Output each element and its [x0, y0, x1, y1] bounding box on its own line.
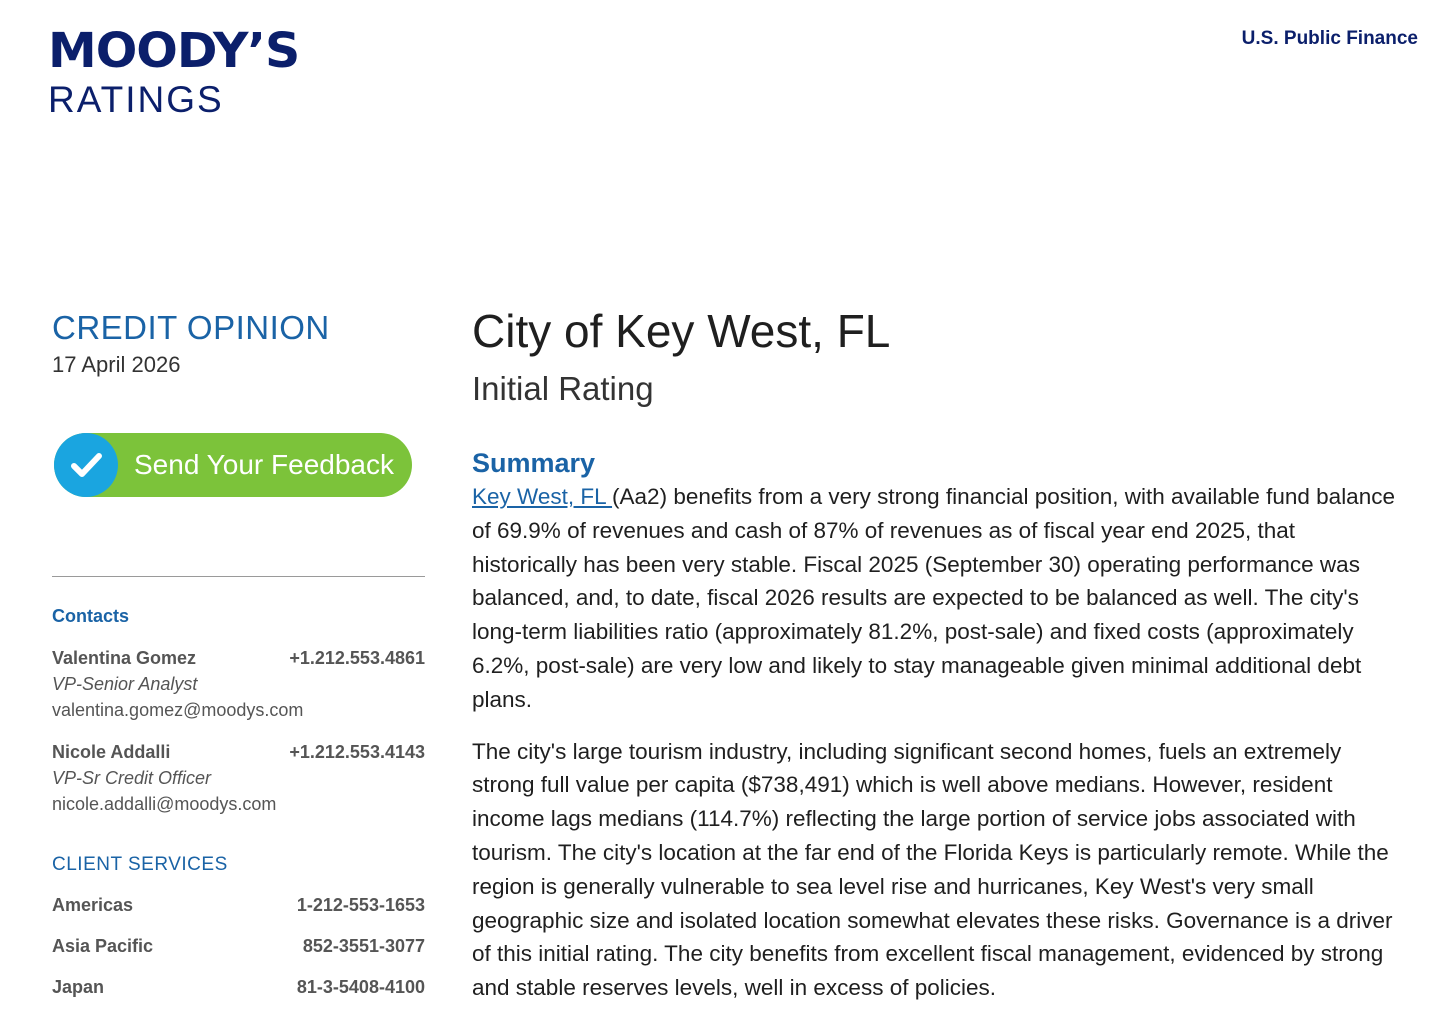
checkmark-icon	[54, 433, 118, 497]
contacts-section	[52, 606, 425, 817]
contact-email[interactable]: valentina.gomez@moodys.com	[52, 700, 304, 720]
client-service-row	[52, 935, 425, 958]
contact-name: Nicole Addalli	[52, 742, 171, 762]
page-title: City of Key West, FL	[472, 305, 891, 357]
client-service-row	[52, 894, 425, 917]
service-phone[interactable]: 852-3551-3077	[302, 936, 425, 956]
client-services-section	[52, 854, 425, 999]
logo-wordmark: MOODY’S	[48, 23, 300, 79]
summary-paragraph	[472, 480, 1402, 717]
send-feedback-button[interactable]	[54, 433, 412, 497]
service-phone[interactable]: 81-3-5408-4100	[296, 977, 425, 997]
summary-paragraph-text: (Aa2) benefits from a very strong financial position, with available fund balance of 69.9% of revenues and cash of 87% of revenues as of fiscal year end 2025, that historically has been very stable. Fiscal 2025 (September 30) operating performance was balanced, and, to date, fiscal 2026 results are expected to be balanced as well. The city's long-term liabilities ratio (approximately 81.2%, post-sale) and fixed costs (approximately 6.2%, post-sale) are very low and likely to stay manageable given minimal additional debt plans.	[472, 484, 1395, 712]
contact-phone[interactable]: +1.212.553.4861	[289, 648, 425, 668]
contact-name: Valentina Gomez	[52, 648, 197, 668]
document-category: U.S. Public Finance	[1241, 28, 1418, 49]
service-region: Americas	[52, 895, 134, 915]
contact-title: VP-Senior Analyst	[52, 674, 198, 694]
sidebar-divider	[52, 576, 425, 577]
logo-subtitle: RATINGS	[48, 79, 224, 120]
summary-paragraph: The city's large tourism industry, including significant second homes, fuels an extremely strong full value per capita ($738,491) which is well above medians. However, resident income lags medians (114.7%) reflecting the large portion of service jobs associated with tourism. The city's location at the far end of the Florida Keys is particularly remote. While the region is generally vulnerable to sea level rise and hurricanes, Key West's very small geographic size and isolated location somewhat elevates these risks. Governance is a driver of this initial rating. The city benefits from excellent fiscal management, evidenced by strong and stable reserves levels, well in excess of policies.	[472, 738, 1393, 1001]
issuer-link[interactable]: Key West, FL	[472, 484, 613, 509]
moodys-ratings-logo[interactable]	[48, 23, 300, 120]
contact-title: VP-Sr Credit Officer	[52, 768, 212, 788]
publication-date: 17 April 2026	[52, 352, 181, 377]
contacts-heading: Contacts	[52, 606, 130, 626]
client-service-row	[52, 976, 425, 999]
contact-email[interactable]: nicole.addalli@moodys.com	[52, 794, 277, 814]
contact-card	[52, 645, 425, 723]
contact-card	[52, 739, 425, 817]
client-services-heading: CLIENT SERVICES	[52, 854, 228, 875]
service-phone[interactable]: 1-212-553-1653	[296, 895, 425, 915]
sidebar	[52, 308, 425, 997]
document-type: CREDIT OPINION	[52, 309, 330, 346]
main-content	[472, 300, 1402, 1005]
service-region: Asia Pacific	[52, 936, 154, 956]
send-feedback-label: Send Your Feedback	[134, 449, 394, 480]
page-subtitle: Initial Rating	[472, 370, 654, 407]
service-region: Japan	[52, 977, 105, 997]
summary-heading: Summary	[472, 448, 596, 478]
contact-phone[interactable]: +1.212.553.4143	[289, 742, 425, 762]
